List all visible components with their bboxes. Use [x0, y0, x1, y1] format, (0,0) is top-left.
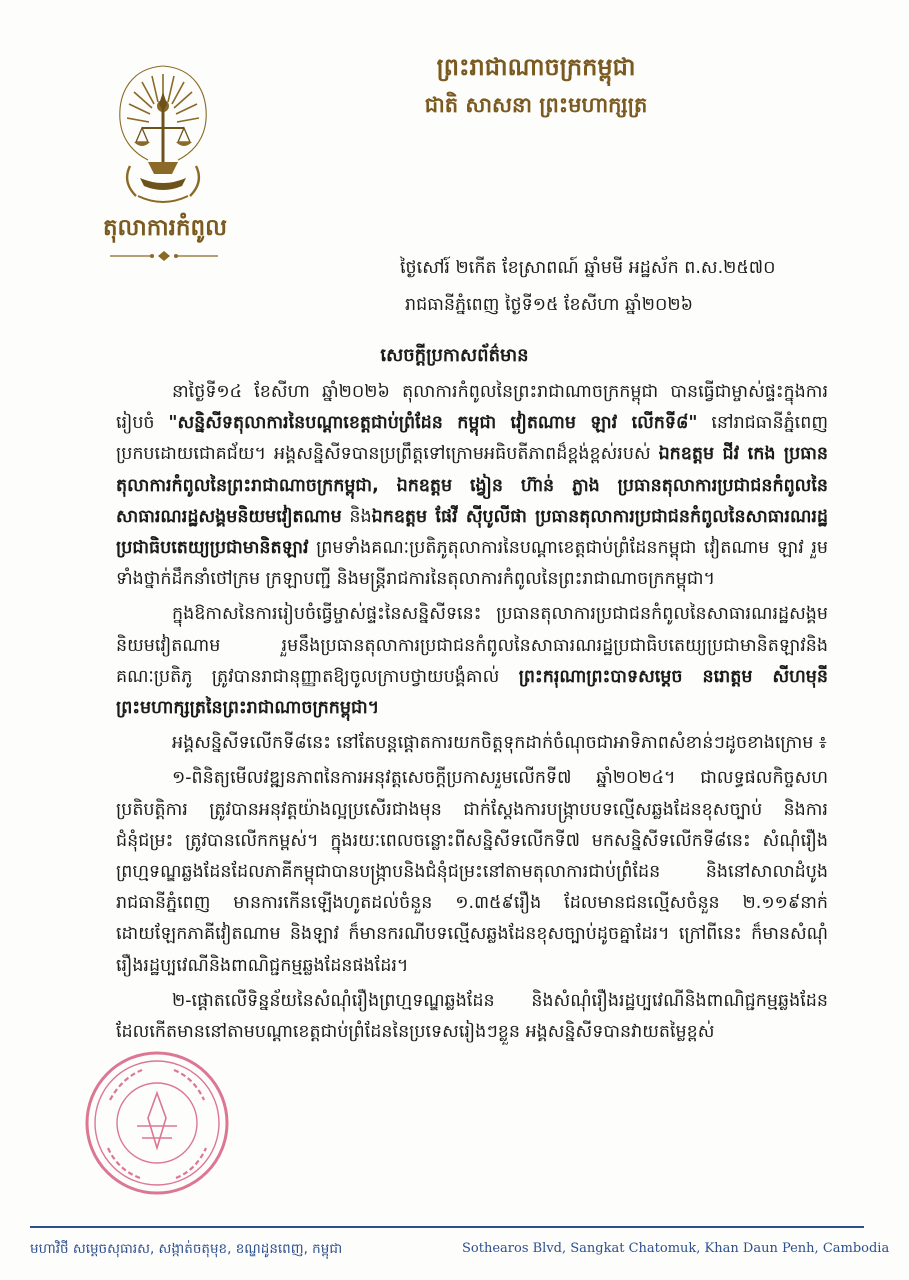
paragraph-2: ក្នុងឱកាសនៃការរៀបចំធ្វើម្ចាស់ផ្ទះនៃសន្និសីទនេះ ប្រធានតុលាការប្រជាជនកំពូលនៃសាធារណរដ្ឋសង្គមនិយមវៀតណាម រួមនឹងប្រធានតុលាការប្រជាជនកំពូលនៃសាធារណរដ្ឋប្រជាធិបតេយ្យប្រជាមានិតឡាវនិងគណៈប្រតិភូ ត្រូវបានរាជានុញ្ញាតឱ្យចូលក្រាបថ្វាយបង្គំគាល់ ព្រះករុណាព្រះបាទសម្ដេច នរោត្តម សីហមុនី ព្រះមហាក្សត្រនៃព្រះរាជាណាចក្រកម្ពុជា។ [116, 604, 828, 719]
kingdom-heading: ព្រះរាជាណាចក្រកម្ពុជា [436, 52, 636, 81]
court-seal-stamp [82, 1048, 232, 1198]
paragraph-4: ១-ពិនិត្យមើលវឌ្ឍនភាពនៃការអនុវត្តសេចក្ដីប្រកាសរួមលើកទី៧ ឆ្នាំ២០២៤។ ជាលទ្ធផលកិច្ចសហប្រតិបត្តិការ ត្រូវបានអនុវត្តយ៉ាងល្អប្រសើរជាងមុន ជាក់ស្ដែងការបង្ក្រាបបទល្មើសឆ្លងដែនខុសច្បាប់ និងការជំនុំជម្រះ ត្រូវបានលើកកម្ពស់។ ក្នុងរយៈពេលចន្លោះពីសន្និសីទលើកទី៧ មកសន្និសីទលើកទី៨នេះ សំណុំរឿងព្រហ្មទណ្ឌឆ្លងដែនដែលភាគីកម្ពុជាបានបង្ក្រាបនិងជំនុំជម្រះនៅតាមតុលាការជាប់ព្រំដែន និងនៅសាលាដំបូងរាជធានីភ្នំពេញ មានការកើនឡើងហូតដល់ចំនួន ១.៣៥៩រឿង ដែលមានជនល្មើសចំនួន ២.១១៩នាក់ ដោយឡែកភាគីវៀតណាម និងឡាវ ក៏មានករណីបទល្មើសឆ្លងដែនខុសច្បាប់ដូចគ្នាដែរ។ ក្រៅពីនេះ ក៏មានសំណុំរឿងរដ្ឋប្បវេណីនិងពាណិជ្ជកម្មឆ្លងដែនផងដែរ។ [116, 768, 828, 976]
paragraph-1: នាថ្ងៃទី១៤ ខែសីហា ឆ្នាំ២០២៦ តុលាការកំពូលនៃព្រះរាជាណាចក្រកម្ពុជា បានធ្វើជាម្ចាស់ផ្ទះក្នុងការរៀបចំ "សន្និសីទតុលាការនៃបណ្ដាខេត្តជាប់ព្រំដែន កម្ពុជា វៀតណាម ឡាវ លើកទី៨" នៅរាជធានីភ្នំពេញប្រកបដោយជោគជ័យ។ អង្គសន្និសីទបានប្រព្រឹត្តទៅក្រោមអធិបតីភាពដ៏ខ្ពង់ខ្ពស់របស់ ឯកឧត្តម ជីវ កេង ប្រធានតុលាការកំពូលនៃព្រះរាជាណាចក្រកម្ពុជា, ឯកឧត្តម ង្វៀន ហ៊ាន់ ភ្លាង ប្រធានតុលាការប្រជាជនកំពូលនៃសាធារណរដ្ឋសង្គមនិយមវៀតណាម និងឯកឧត្តម ផែវី ស៊ីបូលីផា ប្រធានតុលាការប្រជាជនកំពូលនៃសាធារណរដ្ឋប្រជាធិបតេយ្យប្រជាមានិតឡាវ ព្រមទាំងគណៈប្រតិភូតុលាការនៃបណ្ដាខេត្តជាប់ព្រំដែនកម្ពុជា វៀតណាម ឡាវ រួមទាំងថ្នាក់ដឹកនាំថៅក្រម ក្រឡាបញ្ជី និងមន្ត្រីរាជការនៃតុលាការកំពូលនៃព្រះរាជាណាចក្រកម្ពុជា។ [116, 382, 829, 590]
lao-chief-justice: ឯកឧត្តម ផែវី ស៊ីបូលីផា ប្រធានតុលាការប្រជាជនកំពូលនៃសាធារណរដ្ឋប្រជាធិបតេយ្យប្រជាមានិតឡាវ [116, 506, 829, 559]
document-title: សេចក្ដីប្រកាសព័ត៌មាន [380, 345, 529, 366]
paragraph-5: ២-ផ្ដោតលើទិន្នន័យនៃសំណុំរឿងព្រហ្មទណ្ឌឆ្លងដែន និងសំណុំរឿងរដ្ឋប្បវេណីនិងពាណិជ្ជកម្មឆ្លងដែន ដែលកើតមាននៅតាមបណ្ដាខេត្តជាប់ព្រំដែននៃប្រទេសរៀងៗខ្លួន អង្គសន្និសីទបានវាយតម្លៃខ្ពស់ [116, 990, 828, 1043]
divider-ornament [108, 250, 220, 262]
lunar-date: ថ្ងៃសៅរ៍ ២កើត ខែស្រាពណ៍ ឆ្នាំមមី អដ្ឋស័ក ព.ស.២៥៧០ [400, 258, 776, 278]
court-name: តុលាការកំពូល [102, 214, 228, 241]
footer-divider [30, 1226, 864, 1228]
supreme-court-emblem [112, 62, 214, 212]
king-title: ព្រះករុណាព្រះបាទសម្ដេច នរោត្តម សីហមុនី ព្រះមហាក្សត្រនៃព្រះរាជាណាចក្រកម្ពុជា។ [116, 666, 828, 719]
national-motto: ជាតិ សាសនា ព្រះមហាក្សត្រ [424, 92, 648, 117]
paragraph-3: អង្គសន្និសីទលើកទី៨នេះ នៅតែបន្តផ្ដោតការយកចិត្តទុកដាក់ចំណុចជាអាទិភាពសំខាន់ៗដូចខាងក្រោម ៖ [172, 733, 827, 754]
footer-address-english: Sothearos Blvd, Sangkat Chatomuk, Khan Daun Penh, Cambodia [462, 1241, 890, 1256]
press-release-body [116, 377, 828, 1048]
conference-title: "សន្និសីទតុលាការនៃបណ្ដាខេត្តជាប់ព្រំដែន កម្ពុជា វៀតណាម ឡាវ លើកទី៨" [168, 413, 698, 434]
footer-address-khmer: មហាវិថី សម្ដេចសុធារស, សង្កាត់ចតុមុខ, ខណ្ឌដូនពេញ, កម្ពុជា [30, 1241, 343, 1257]
solar-date: រាជធានីភ្នំពេញ ថ្ងៃទី១៥ ខែសីហា ឆ្នាំ២០២៦ [405, 295, 693, 315]
chief-justices: ឯកឧត្តម ជីវ កេង ប្រធានតុលាការកំពូលនៃព្រះរាជាណាចក្រកម្ពុជា, ឯកឧត្តម ង្វៀន ហ៊ាន់ ភ្លាង ប្រធានតុលាការប្រជាជនកំពូលនៃសាធារណរដ្ឋសង្គមនិយមវៀតណាម [116, 444, 828, 527]
